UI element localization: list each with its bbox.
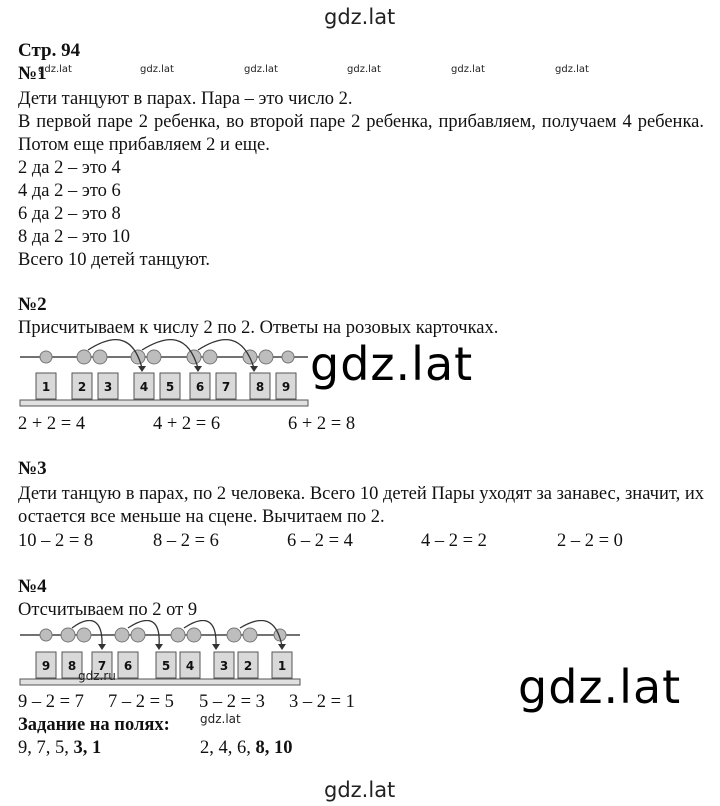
number-card-label: 5 — [165, 380, 175, 394]
base-plank — [20, 400, 308, 406]
number-card-label: 9 — [41, 659, 51, 673]
ex3-number: №3 — [18, 458, 47, 479]
bead — [115, 628, 129, 642]
ex1-step-2: 4 да 2 – это 6 — [18, 181, 121, 201]
ex2-equations — [0, 413, 720, 436]
number-card-label: 8 — [67, 659, 77, 673]
ex3-equation: 6 – 2 = 4 — [287, 531, 353, 551]
ex1-paragraph: В первой паре 2 ребенка, во второй паре 2 ребенка, прибавляем, получаем 4 ребенка. Потом еще прибавляем 2 и еще. — [18, 112, 704, 155]
watermark-small-3: gdz.lat — [244, 64, 278, 75]
watermark-big-bottom: gdz.lat — [518, 660, 682, 714]
bead — [227, 628, 241, 642]
ex4-number: №4 — [18, 576, 47, 597]
watermark-bottom: gdz.lat — [324, 778, 396, 802]
ex3-equation: 10 – 2 = 8 — [18, 531, 94, 551]
watermark-small-4: gdz.lat — [347, 64, 381, 75]
arrow-head — [278, 644, 286, 650]
number-card-label: 3 — [219, 659, 229, 673]
number-card-label: 7 — [97, 659, 107, 673]
number-card-label: 9 — [281, 380, 291, 394]
ex3-equation: 8 – 2 = 6 — [153, 531, 219, 551]
watermark-ru: gdz.ru — [78, 669, 116, 683]
number-card-label: 2 — [77, 380, 87, 394]
ex3-equations — [0, 530, 720, 553]
ex4-sequence-1 — [18, 737, 101, 760]
bead — [61, 628, 75, 642]
ex1-total: Всего 10 детей танцуют. — [18, 250, 211, 270]
watermark-small-1: gdz.lat — [38, 64, 72, 75]
bead — [77, 628, 91, 642]
sequence-2-answer: 8, 10 — [255, 738, 293, 758]
bead — [77, 350, 91, 364]
ex3-equation: 2 – 2 = 0 — [557, 531, 623, 551]
ex1-line1: Дети танцуют в парах. Пара – это число 2. — [18, 89, 353, 109]
watermark-small-2: gdz.lat — [140, 64, 174, 75]
sequence-1-answer: 3, 1 — [73, 738, 102, 758]
ex4-task-title: Задание на полях: — [18, 715, 170, 735]
ex4-equation: 3 – 2 = 1 — [289, 692, 355, 712]
ex2-equation: 6 + 2 = 8 — [288, 414, 356, 434]
arrow-head — [194, 366, 202, 372]
arrow-head — [212, 644, 220, 650]
bead — [147, 350, 161, 364]
ex2-number: №2 — [18, 294, 47, 315]
sequence-2-given: 2, 4, 6, — [200, 738, 256, 758]
ex4-line1: Отсчитываем по 2 от 9 — [18, 600, 198, 620]
page-label: Стр. 94 — [18, 40, 81, 61]
number-card-label: 5 — [161, 659, 171, 673]
ex1-step-4: 8 да 2 – это 10 — [18, 227, 131, 247]
ex4-equation: 9 – 2 = 7 — [18, 692, 84, 712]
bead — [40, 629, 52, 641]
base-plank — [20, 679, 300, 685]
ex2-equation: 4 + 2 = 6 — [153, 414, 221, 434]
bead — [40, 351, 52, 363]
arrow-head — [138, 366, 146, 372]
ex1-step-1: 2 да 2 – это 4 — [18, 158, 121, 178]
number-card-label: 2 — [243, 659, 253, 673]
watermark-top: gdz.lat — [324, 5, 396, 29]
ex4-equation: 7 – 2 = 5 — [108, 692, 174, 712]
number-card-label: 4 — [185, 659, 195, 673]
sequence-1-given: 9, 7, 5, — [18, 738, 74, 758]
bead — [131, 628, 145, 642]
watermark-near-task: gdz.lat — [200, 712, 241, 726]
bead — [187, 628, 201, 642]
number-card-label: 6 — [195, 380, 205, 394]
ex2-line1: Присчитываем к числу 2 по 2. Ответы на розовых карточках. — [18, 318, 499, 338]
watermark-big-middle: gdz.lat — [310, 337, 474, 391]
ex2-bead-diagram — [18, 338, 310, 410]
bead — [171, 628, 185, 642]
ex3-equation: 4 – 2 = 2 — [421, 531, 487, 551]
watermark-small-5: gdz.lat — [451, 64, 485, 75]
bead — [203, 350, 217, 364]
number-card-label: 4 — [139, 380, 149, 394]
ex1-step-3: 6 да 2 – это 8 — [18, 204, 121, 224]
number-card-label: 3 — [103, 380, 113, 394]
bead — [259, 350, 273, 364]
ex2-equation: 2 + 2 = 4 — [18, 414, 86, 434]
ex4-equation: 5 – 2 = 3 — [199, 692, 265, 712]
bead — [243, 628, 257, 642]
number-card-label: 1 — [41, 380, 51, 394]
arrow-head — [98, 644, 106, 650]
arrow-head — [155, 644, 163, 650]
number-card-label: 7 — [221, 380, 231, 394]
number-card-label: 1 — [277, 659, 287, 673]
watermark-small-6: gdz.lat — [555, 64, 589, 75]
ex4-bead-diagram — [18, 620, 302, 688]
ex4-equations — [0, 691, 720, 714]
arrow-head — [250, 366, 258, 372]
ex1-number: №1 — [18, 63, 47, 84]
bead — [282, 351, 294, 363]
ex4-sequence-2 — [200, 737, 293, 760]
number-card-label: 6 — [123, 659, 133, 673]
number-card-label: 8 — [255, 380, 265, 394]
bead — [93, 350, 107, 364]
ex3-paragraph: Дети танцую в парах, по 2 человека. Всего 10 детей Пары уходят за занавес, значит, их остается все меньше на сцене. Вычитаем по 2. — [18, 484, 704, 527]
